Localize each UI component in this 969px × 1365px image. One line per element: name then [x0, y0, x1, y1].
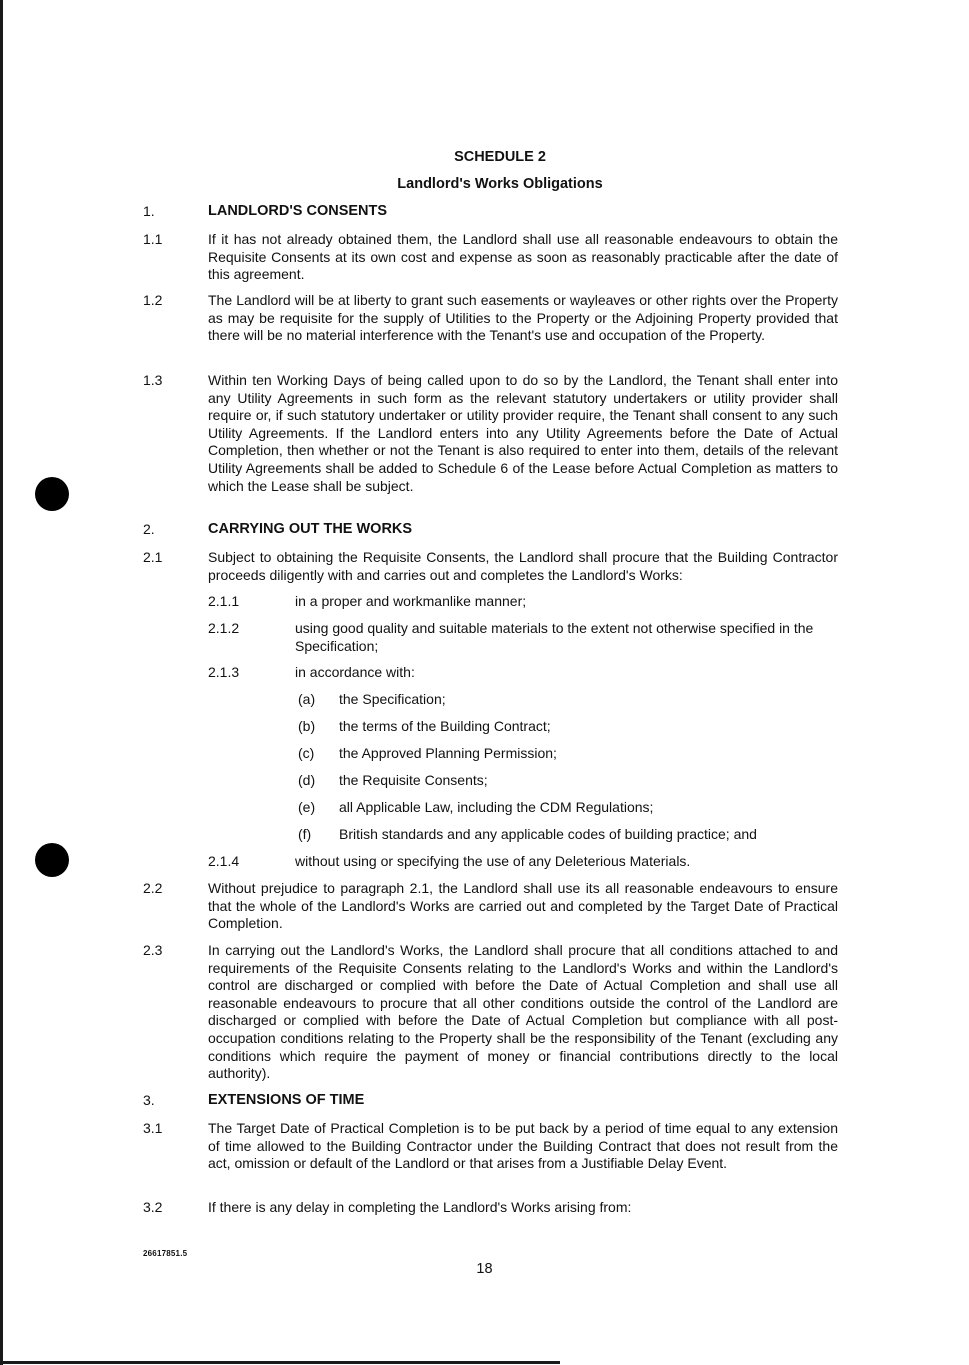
paragraph-number: 1.2 — [143, 292, 163, 308]
schedule-title: SCHEDULE 2 — [454, 149, 546, 165]
document-reference: 26617851.5 — [143, 1249, 188, 1258]
section-number: 3. — [143, 1092, 155, 1108]
list-item-text: the Requisite Consents; — [339, 772, 488, 788]
paragraph-text: In carrying out the Landlord's Works, the Landlord shall procure that all conditions attached to and requirements of the Requisite Consents relating to the Landlord's Works and within the Landlord's control are discharged or complied with before the Date of Actual Completion and shall use all reasonable endeavours to procure that all other conditions outside the control of the Landlord are discharged or complied with before the Date of Actual Completion but compliance with all post-occupation conditions relating to the Property shall be the responsibility of the Tenant (excluding any conditions which require the payment of money or financial contributions directly to the local authority). — [208, 942, 838, 1082]
paragraph-text: The Target Date of Practical Completion is to be put back by a period of time equal to any extension of time allowed to the Building Contractor under the Building Contract that does not result from the act, omission or default of the Landlord or that arises from a Justifiable Delay Event. — [208, 1120, 838, 1172]
punch-hole — [35, 477, 69, 511]
list-item-letter: (c) — [298, 745, 315, 761]
section-heading: EXTENSIONS OF TIME — [208, 1092, 365, 1108]
section-number: 1. — [143, 203, 155, 219]
paragraph-number: 2.2 — [143, 880, 163, 896]
list-item-letter: (f) — [298, 826, 312, 842]
subclause-number: 2.1.1 — [208, 593, 240, 609]
paragraph-number: 2.1 — [143, 549, 163, 565]
paragraph-text: If it has not already obtained them, the Landlord shall use all reasonable endeavours to obtain the Requisite Consents at its own cost and expense as soon as reasonably practicable after the date of this agreement. — [208, 231, 838, 283]
subclause-text: in a proper and workmanlike manner; — [295, 593, 527, 609]
paragraph-text: Subject to obtaining the Requisite Consents, the Landlord shall procure that the Building Contractor proceeds diligently with and carries out and completes the Landlord's Works: — [208, 549, 838, 583]
paragraph-number: 3.2 — [143, 1199, 163, 1215]
paragraph-number: 3.1 — [143, 1120, 163, 1136]
subclause-number: 2.1.4 — [208, 853, 240, 869]
list-item-letter: (a) — [298, 691, 316, 707]
subclause-text: without using or specifying the use of any Deleterious Materials. — [295, 853, 691, 869]
schedule-subtitle: Landlord's Works Obligations — [397, 176, 603, 192]
page-bottom-edge — [0, 1361, 560, 1364]
subclause-text: in accordance with: — [295, 664, 415, 680]
paragraph-number: 2.3 — [143, 942, 163, 958]
section-number: 2. — [143, 521, 155, 537]
section-heading: LANDLORD'S CONSENTS — [208, 203, 388, 219]
page-number: 18 — [476, 1261, 493, 1277]
subclause-number: 2.1.2 — [208, 620, 240, 636]
page-left-edge — [0, 0, 3, 1365]
list-item-text: British standards and any applicable codes of building practice; and — [339, 826, 757, 842]
paragraph-text: The Landlord will be at liberty to grant such easements or wayleaves or other rights over the Property as may be requisite for the supply of Utilities to the Property or the Adjoining Property provided that there will be no material interference with the Tenant's use and occupation of the Property. — [208, 292, 838, 344]
punch-hole — [35, 843, 69, 877]
paragraph-text: If there is any delay in completing the Landlord's Works arising from: — [208, 1199, 632, 1215]
subclause-text: using good quality and suitable materials to the extent not otherwise specified in the Specification; — [295, 620, 814, 654]
list-item-text: the Specification; — [339, 691, 446, 707]
paragraph-number: 1.3 — [143, 372, 163, 388]
list-item-text: the Approved Planning Permission; — [339, 745, 557, 761]
list-item-text: the terms of the Building Contract; — [339, 718, 551, 734]
list-item-letter: (b) — [298, 718, 316, 734]
paragraph-number: 1.1 — [143, 231, 163, 247]
list-item-letter: (e) — [298, 799, 316, 815]
list-item-letter: (d) — [298, 772, 316, 788]
paragraph-text: Within ten Working Days of being called upon to do so by the Landlord, the Tenant shall enter into any Utility Agreements in such form as the relevant statutory undertakers or utility provider shall require or, if such statutory undertaker or utility provider require, the Tenant shall consent to any such Utility Agreements. If the Landlord enters into any Utility Agreements before the Date of Actual Completion, then whether or not the Tenant is also required to enter into them, details of the relevant Utility Agreements shall be added to Schedule 6 of the Lease before Actual Completion as matters to which the Lease shall be subject. — [208, 372, 838, 494]
list-item-text: all Applicable Law, including the CDM Regulations; — [339, 799, 654, 815]
subclause-number: 2.1.3 — [208, 664, 240, 680]
section-heading: CARRYING OUT THE WORKS — [208, 521, 413, 537]
paragraph-text: Without prejudice to paragraph 2.1, the Landlord shall use its all reasonable endeavours to ensure that the whole of the Landlord's Works are carried out and completed by the Target Date of Practical Completion. — [208, 880, 838, 932]
